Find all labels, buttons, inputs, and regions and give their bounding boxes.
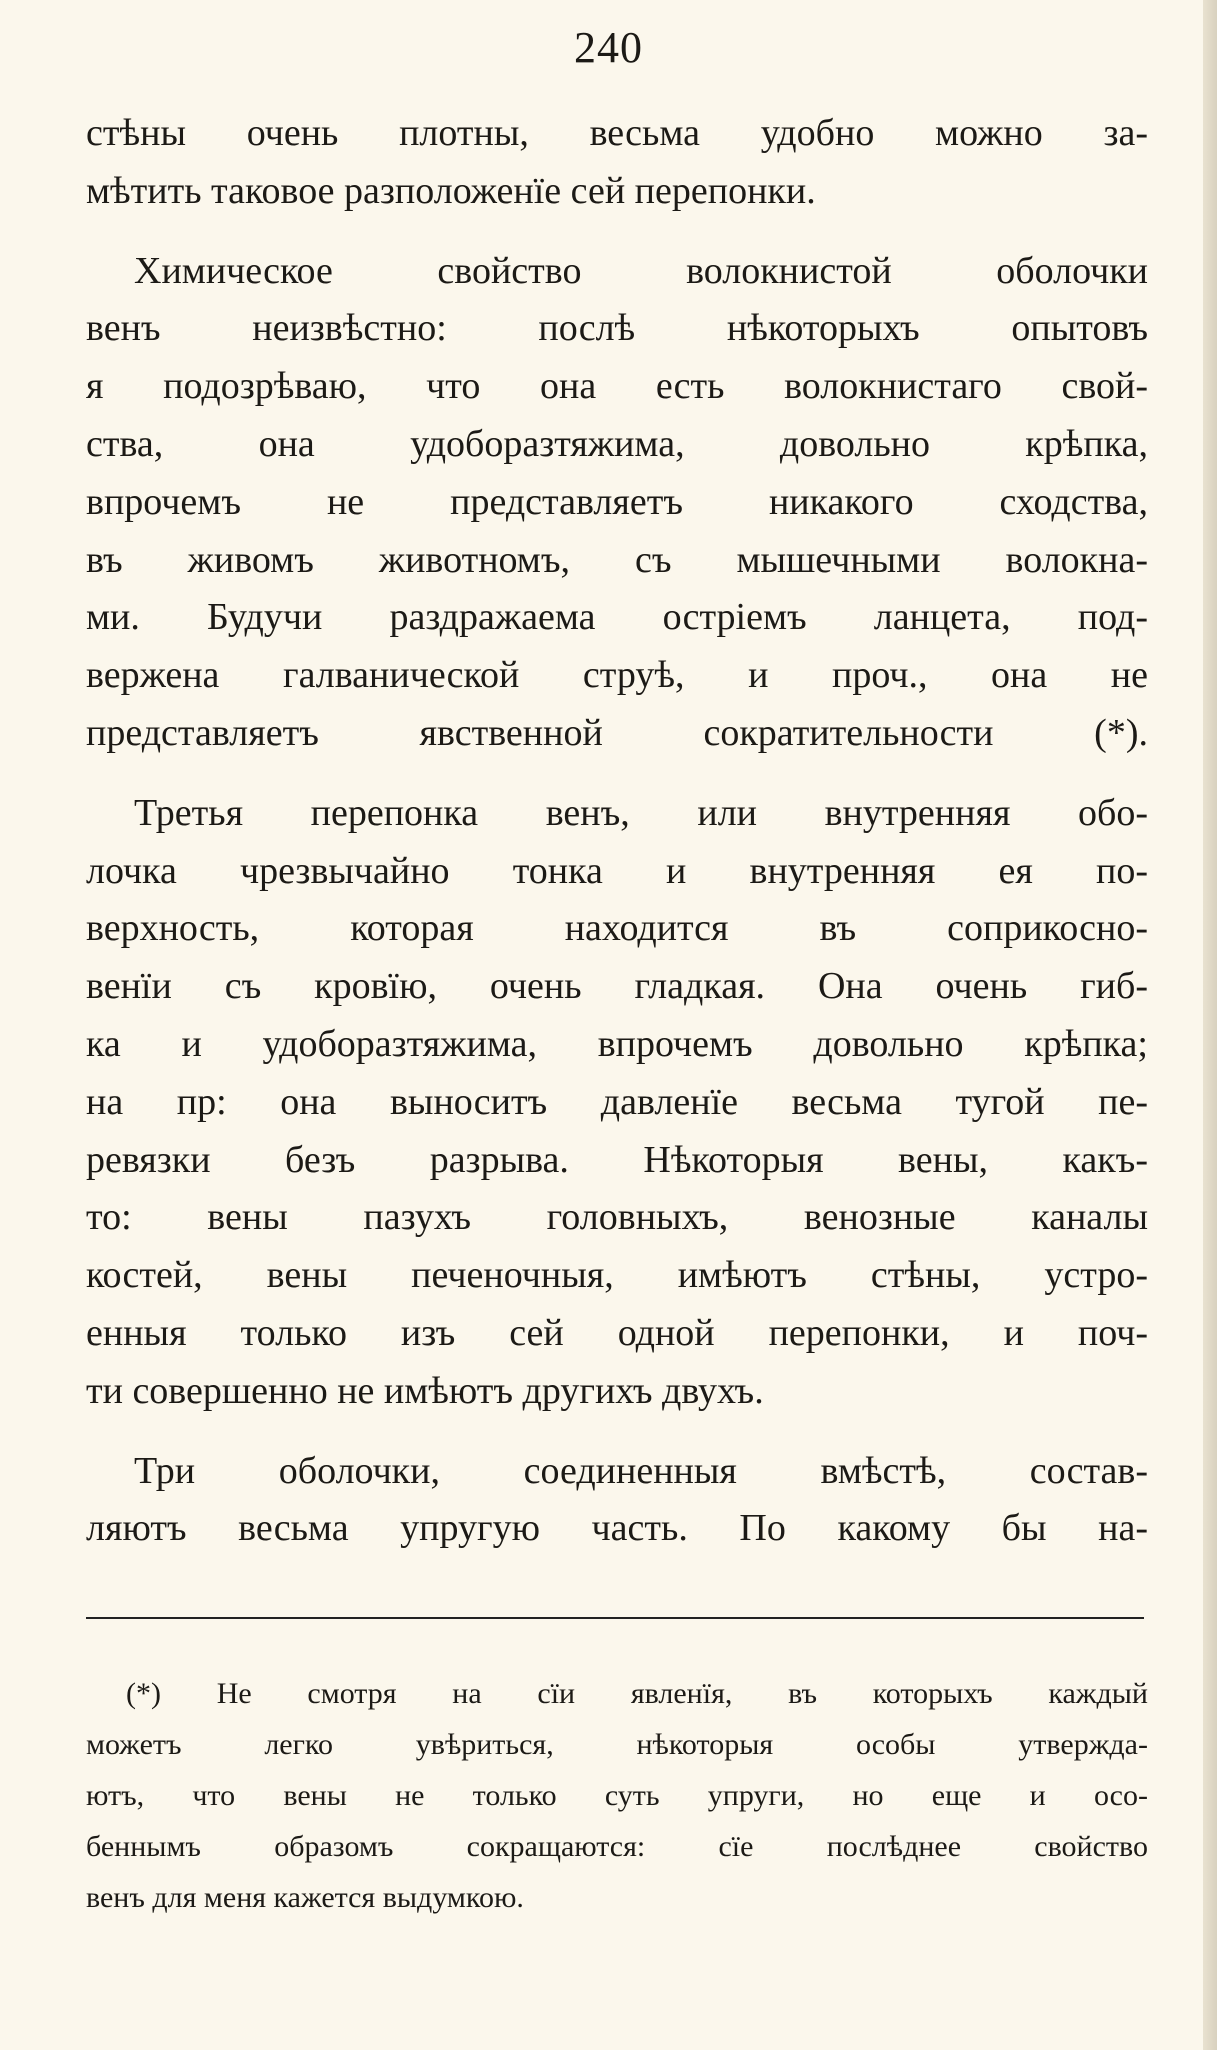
text-line: въ живомъ животномъ, съ мышечными волокна- (86, 538, 1148, 581)
footnote-line: ютъ, что вены не только суть упруги, но еще и осо- (86, 1779, 1148, 1812)
text-line: я подозрѣваю, что она есть волокнистаго свой- (86, 365, 1148, 408)
paragraph-2 (86, 243, 1148, 763)
text-line: верхность, которая находится въ соприкосно- (86, 907, 1148, 950)
text-line: венïи съ кровïю, очень гладкая. Она очень гиб- (86, 965, 1148, 1008)
text-line: Три оболочки, соединенныя вмѣстѣ, состав- (134, 1449, 1148, 1492)
text-line: Химическое свойство волокнистой оболочки (134, 249, 1148, 292)
footnote-line: (*) Не смотря на сïи явленïя, въ которыхъ каждый (126, 1677, 1148, 1710)
paragraph-3 (86, 785, 1148, 1421)
text-line: впрочемъ не представляетъ никакого сходства, (86, 480, 1148, 523)
text-line: ляютъ весьма упругую часть. По какому бы на- (86, 1507, 1148, 1550)
text-line: вержена галванической струѣ, и проч., она не (86, 654, 1148, 697)
text-line: ревязки безъ разрыва. Нѣкоторыя вены, какъ- (86, 1138, 1148, 1181)
text-line: ти совершенно не имѣютъ другихъ двухъ. (86, 1369, 764, 1412)
text-line: лочка чрезвычайно тонка и внутренняя ея по- (86, 849, 1148, 892)
paragraph-1 (86, 105, 1148, 221)
paragraph-4 (86, 1443, 1148, 1559)
footnote (86, 1668, 1148, 1923)
page-edge-shadow (1203, 0, 1217, 2050)
footnote-line: можетъ легко увѣриться, нѣкоторыя особы утвержда- (86, 1728, 1148, 1761)
text-line: то: вены пазухъ головныхъ, венозные каналы (86, 1196, 1148, 1239)
text-line: стѣны очень плотны, весьма удобно можно за- (86, 112, 1148, 154)
footnote-line: беннымъ образомъ сокращаются: сïе послѣднее свойство (86, 1830, 1148, 1863)
text-line: венъ неизвѣстно: послѣ нѣкоторыхъ опытовъ (86, 307, 1148, 350)
text-line: на пр: она выноситъ давленïе весьма тугой пе- (86, 1080, 1148, 1123)
text-line: костей, вены печеночныя, имѣютъ стѣны, устро- (86, 1254, 1148, 1297)
text-line: енныя только изъ сей одной перепонки, и поч- (86, 1311, 1148, 1354)
text-line: ми. Будучи раздражаема остріемъ ланцета, под- (86, 596, 1148, 639)
page-number: 240 (574, 23, 643, 72)
text-line: ства, она удоборазтяжима, довольно крѣпка, (86, 422, 1148, 465)
text-line: представляетъ явственной сократительности (*). (86, 711, 1148, 754)
main-text (86, 105, 1148, 1558)
text-line: Третья перепонка венъ, или внутренняя обо- (134, 791, 1148, 834)
footnote-line: венъ для меня кажется выдумкою. (86, 1881, 524, 1914)
footnote-divider (86, 1617, 1144, 1619)
text-line: мѣтить таковое разположенïе сей перепонки. (86, 169, 816, 212)
text-line: ка и удоборазтяжима, впрочемъ довольно крѣпка; (86, 1022, 1148, 1065)
